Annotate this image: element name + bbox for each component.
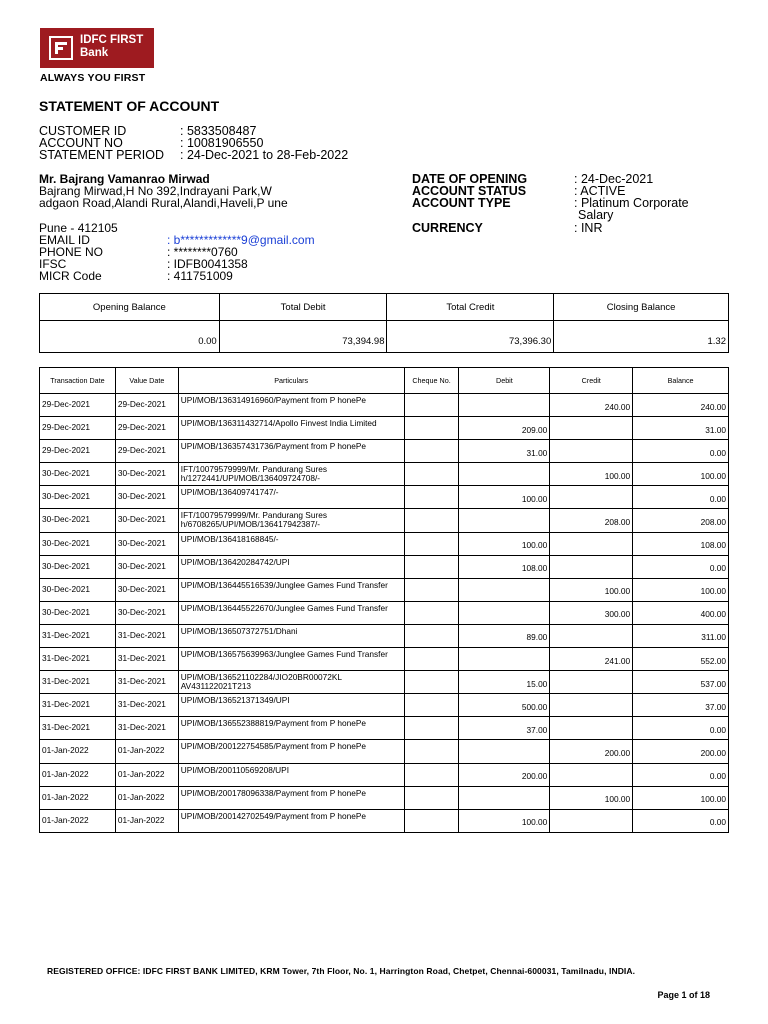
table-cell xyxy=(459,648,550,671)
summary-header: Closing Balance xyxy=(554,294,729,321)
table-cell: UPI/MOB/136521102284/JIO20BR00072KL AV431122021T213 xyxy=(178,671,404,694)
date-of-opening-value: : 24-Dec-2021 xyxy=(574,172,654,186)
table-cell: 100.00 xyxy=(459,486,550,509)
table-cell xyxy=(404,555,459,578)
page-title: STATEMENT OF ACCOUNT xyxy=(39,98,220,114)
table-cell: 208.00 xyxy=(633,509,729,532)
table-cell xyxy=(459,578,550,601)
table-row xyxy=(40,486,729,509)
table-row xyxy=(40,809,729,832)
table-cell: 29-Dec-2021 xyxy=(40,440,116,463)
summary-header: Total Debit xyxy=(219,294,387,321)
account-no-value: : 10081906550 xyxy=(180,136,264,150)
table-cell: 30-Dec-2021 xyxy=(40,601,116,624)
bank-name: IDFC FIRST Bank xyxy=(80,34,144,59)
account-status-value: : ACTIVE xyxy=(574,184,626,198)
phone-label: PHONE NO xyxy=(39,245,104,259)
table-cell: 0.00 xyxy=(633,440,729,463)
transaction-header: Value Date xyxy=(115,368,178,394)
table-cell xyxy=(404,694,459,717)
table-cell: UPI/MOB/200110569208/UPI xyxy=(178,763,404,786)
table-row xyxy=(40,417,729,440)
table-cell: 200.00 xyxy=(550,740,633,763)
table-cell: UPI/MOB/136357431736/Payment from P honePe xyxy=(178,440,404,463)
email-value[interactable]: : b*************9@gmail.com xyxy=(167,233,315,247)
table-cell: 30-Dec-2021 xyxy=(40,532,116,555)
table-cell: 100.00 xyxy=(633,786,729,809)
table-cell xyxy=(459,509,550,532)
table-row xyxy=(40,694,729,717)
table-cell: 29-Dec-2021 xyxy=(115,440,178,463)
table-cell: 30-Dec-2021 xyxy=(40,463,116,486)
table-cell: UPI/MOB/136418168845/- xyxy=(178,532,404,555)
table-cell: 30-Dec-2021 xyxy=(115,463,178,486)
table-cell xyxy=(459,394,550,417)
table-cell: 01-Jan-2022 xyxy=(115,763,178,786)
table-row xyxy=(40,578,729,601)
table-cell: 31-Dec-2021 xyxy=(40,671,116,694)
customer-id-value: : 5833508487 xyxy=(180,124,257,138)
table-cell xyxy=(404,809,459,832)
table-cell: 240.00 xyxy=(550,394,633,417)
table-cell: UPI/MOB/200178096338/Payment from P honePe xyxy=(178,786,404,809)
table-cell: 100.00 xyxy=(459,809,550,832)
table-cell: 30-Dec-2021 xyxy=(115,601,178,624)
table-cell: 30-Dec-2021 xyxy=(115,555,178,578)
table-row xyxy=(40,463,729,486)
currency-value: : INR xyxy=(574,221,603,235)
table-cell: 30-Dec-2021 xyxy=(40,486,116,509)
table-cell xyxy=(404,463,459,486)
table-row xyxy=(40,717,729,740)
table-cell xyxy=(550,486,633,509)
table-row xyxy=(40,509,729,532)
table-cell: 311.00 xyxy=(633,624,729,647)
table-cell: 552.00 xyxy=(633,648,729,671)
currency-label: CURRENCY xyxy=(412,221,483,235)
table-cell: UPI/MOB/136314916960/Payment from P honePe xyxy=(178,394,404,417)
table-cell: 100.00 xyxy=(550,578,633,601)
table-cell xyxy=(550,532,633,555)
table-cell xyxy=(404,394,459,417)
ifsc-value: : IDFB0041358 xyxy=(167,257,248,271)
registered-office-footer: REGISTERED OFFICE: IDFC FIRST BANK LIMITED, KRM Tower, 7th Floor, No. 1, Harrington Road, Chetpet, Chennai-600031, Tamilnadu, INDIA. xyxy=(47,966,636,976)
micr-label: MICR Code xyxy=(39,269,102,283)
table-cell xyxy=(550,809,633,832)
table-cell: 100.00 xyxy=(633,463,729,486)
table-cell: UPI/MOB/200142702549/Payment from P honePe xyxy=(178,809,404,832)
table-cell: 0.00 xyxy=(633,763,729,786)
table-cell xyxy=(459,740,550,763)
table-row xyxy=(40,440,729,463)
transaction-header: Cheque No. xyxy=(404,368,459,394)
email-label: EMAIL ID xyxy=(39,233,90,247)
table-cell: 29-Dec-2021 xyxy=(115,394,178,417)
table-cell xyxy=(404,601,459,624)
summary-header: Opening Balance xyxy=(40,294,220,321)
table-cell: IFT/10079579999/Mr. Pandurang Sures h/1272441/UPI/MOB/136409724708/- xyxy=(178,463,404,486)
table-cell: 30-Dec-2021 xyxy=(115,532,178,555)
table-cell xyxy=(404,532,459,555)
account-no-label: ACCOUNT NO xyxy=(39,136,123,150)
table-cell xyxy=(550,763,633,786)
transaction-header: Transaction Date xyxy=(40,368,116,394)
table-cell: UPI/MOB/136575639963/Junglee Games Fund Transfer xyxy=(178,648,404,671)
table-cell xyxy=(404,740,459,763)
table-cell: IFT/10079579999/Mr. Pandurang Sures h/6708265/UPI/MOB/136417942387/- xyxy=(178,509,404,532)
table-cell: 31-Dec-2021 xyxy=(40,694,116,717)
table-cell xyxy=(404,671,459,694)
table-cell: 30-Dec-2021 xyxy=(115,509,178,532)
table-cell xyxy=(459,786,550,809)
table-cell xyxy=(404,763,459,786)
customer-address: Bajrang Mirwad,H No 392,Indrayani Park,W adgaon Road,Alandi Rural,Alandi,Haveli,P une xyxy=(39,184,288,211)
table-cell: 200.00 xyxy=(459,763,550,786)
summary-header: Total Credit xyxy=(387,294,554,321)
table-row xyxy=(40,740,729,763)
table-cell: 01-Jan-2022 xyxy=(115,786,178,809)
bank-logo-icon xyxy=(49,36,73,60)
table-cell xyxy=(459,463,550,486)
table-row xyxy=(40,394,729,417)
table-cell: UPI/MOB/136445522670/Junglee Games Fund Transfer xyxy=(178,601,404,624)
table-cell: UPI/MOB/136420284742/UPI xyxy=(178,555,404,578)
transaction-header: Balance xyxy=(633,368,729,394)
table-cell: 31-Dec-2021 xyxy=(115,717,178,740)
table-cell: 30-Dec-2021 xyxy=(40,578,116,601)
table-cell xyxy=(404,486,459,509)
table-cell xyxy=(404,786,459,809)
bank-tagline: ALWAYS YOU FIRST xyxy=(40,72,146,84)
bank-logo xyxy=(40,28,154,68)
table-cell: 30-Dec-2021 xyxy=(40,509,116,532)
summary-value: 0.00 xyxy=(40,321,220,353)
table-cell: 31-Dec-2021 xyxy=(40,648,116,671)
table-cell xyxy=(404,648,459,671)
table-cell: 31-Dec-2021 xyxy=(40,624,116,647)
table-cell: 0.00 xyxy=(633,717,729,740)
table-cell: 300.00 xyxy=(550,601,633,624)
table-cell xyxy=(550,717,633,740)
summary-value: 73,396.30 xyxy=(387,321,554,353)
transactions-table xyxy=(39,367,729,833)
table-cell: 30-Dec-2021 xyxy=(40,555,116,578)
table-cell: 37.00 xyxy=(459,717,550,740)
table-cell xyxy=(404,578,459,601)
account-status-label: ACCOUNT STATUS xyxy=(412,184,527,198)
table-cell: 100.00 xyxy=(459,532,550,555)
table-cell: UPI/MOB/136507372751/Dhani xyxy=(178,624,404,647)
table-cell: 29-Dec-2021 xyxy=(40,417,116,440)
table-cell: 0.00 xyxy=(633,809,729,832)
table-cell: 01-Jan-2022 xyxy=(40,763,116,786)
table-row xyxy=(40,555,729,578)
table-row xyxy=(40,601,729,624)
table-cell: 01-Jan-2022 xyxy=(115,740,178,763)
table-row xyxy=(40,648,729,671)
table-cell xyxy=(404,624,459,647)
table-cell: 108.00 xyxy=(633,532,729,555)
table-cell: 100.00 xyxy=(550,463,633,486)
table-row xyxy=(40,671,729,694)
table-row xyxy=(40,763,729,786)
customer-pin: Pune - 412105 xyxy=(39,221,118,235)
table-row xyxy=(40,532,729,555)
customer-id-label: CUSTOMER ID xyxy=(39,124,127,138)
ifsc-label: IFSC xyxy=(39,257,67,271)
date-of-opening-label: DATE OF OPENING xyxy=(412,172,528,186)
statement-period-label: STATEMENT PERIOD xyxy=(39,148,165,162)
table-cell: 200.00 xyxy=(633,740,729,763)
table-cell xyxy=(550,440,633,463)
table-cell: 31-Dec-2021 xyxy=(115,648,178,671)
table-row xyxy=(40,624,729,647)
table-cell: 31-Dec-2021 xyxy=(115,671,178,694)
table-cell: 01-Jan-2022 xyxy=(115,809,178,832)
table-cell: 31-Dec-2021 xyxy=(40,717,116,740)
table-cell: 01-Jan-2022 xyxy=(40,786,116,809)
table-cell: 01-Jan-2022 xyxy=(40,740,116,763)
table-cell: UPI/MOB/136445516539/Junglee Games Fund Transfer xyxy=(178,578,404,601)
page-number: Page 1 of 18 xyxy=(657,990,710,1000)
table-cell: 31-Dec-2021 xyxy=(115,694,178,717)
table-cell: 0.00 xyxy=(633,555,729,578)
table-cell: UPI/MOB/136521371349/UPI xyxy=(178,694,404,717)
transaction-header: Particulars xyxy=(178,368,404,394)
table-cell: 108.00 xyxy=(459,555,550,578)
table-cell: 100.00 xyxy=(550,786,633,809)
table-cell: 31-Dec-2021 xyxy=(115,624,178,647)
phone-value: : ********0760 xyxy=(167,245,238,259)
table-cell: UPI/MOB/136552388819/Payment from P honePe xyxy=(178,717,404,740)
account-type-value: : Platinum Corporate xyxy=(574,196,689,210)
table-cell: 209.00 xyxy=(459,417,550,440)
table-cell: 208.00 xyxy=(550,509,633,532)
table-cell: 31.00 xyxy=(459,440,550,463)
customer-name: Mr. Bajrang Vamanrao Mirwad xyxy=(39,172,210,186)
table-cell: 31.00 xyxy=(633,417,729,440)
table-cell xyxy=(459,601,550,624)
summary-table xyxy=(39,293,729,353)
account-type-label: ACCOUNT TYPE xyxy=(412,196,511,210)
table-cell: 400.00 xyxy=(633,601,729,624)
table-cell: 01-Jan-2022 xyxy=(40,809,116,832)
table-cell xyxy=(550,694,633,717)
table-cell: UPI/MOB/200122754585/Payment from P honePe xyxy=(178,740,404,763)
transaction-header: Debit xyxy=(459,368,550,394)
table-cell xyxy=(550,671,633,694)
table-cell: 15.00 xyxy=(459,671,550,694)
table-cell xyxy=(404,717,459,740)
table-cell: 500.00 xyxy=(459,694,550,717)
table-row xyxy=(40,786,729,809)
table-cell: 30-Dec-2021 xyxy=(115,486,178,509)
summary-value: 1.32 xyxy=(554,321,729,353)
table-cell: 240.00 xyxy=(633,394,729,417)
table-cell: 30-Dec-2021 xyxy=(115,578,178,601)
table-cell: 29-Dec-2021 xyxy=(40,394,116,417)
summary-value: 73,394.98 xyxy=(219,321,387,353)
table-cell xyxy=(550,555,633,578)
table-cell xyxy=(404,440,459,463)
table-cell: 537.00 xyxy=(633,671,729,694)
table-cell: 241.00 xyxy=(550,648,633,671)
table-cell: 89.00 xyxy=(459,624,550,647)
table-cell: 100.00 xyxy=(633,578,729,601)
table-cell xyxy=(550,624,633,647)
table-cell: 37.00 xyxy=(633,694,729,717)
table-cell xyxy=(404,417,459,440)
statement-period-value: : 24-Dec-2021 to 28-Feb-2022 xyxy=(180,148,349,162)
account-type-value-line2: Salary xyxy=(578,208,614,222)
micr-value: : 411751009 xyxy=(167,269,233,283)
table-cell xyxy=(404,509,459,532)
table-cell: 0.00 xyxy=(633,486,729,509)
table-cell: 29-Dec-2021 xyxy=(115,417,178,440)
table-cell: UPI/MOB/136409741747/- xyxy=(178,486,404,509)
table-cell xyxy=(550,417,633,440)
table-cell: UPI/MOB/136311432714/Apollo Finvest India Limited xyxy=(178,417,404,440)
transaction-header: Credit xyxy=(550,368,633,394)
